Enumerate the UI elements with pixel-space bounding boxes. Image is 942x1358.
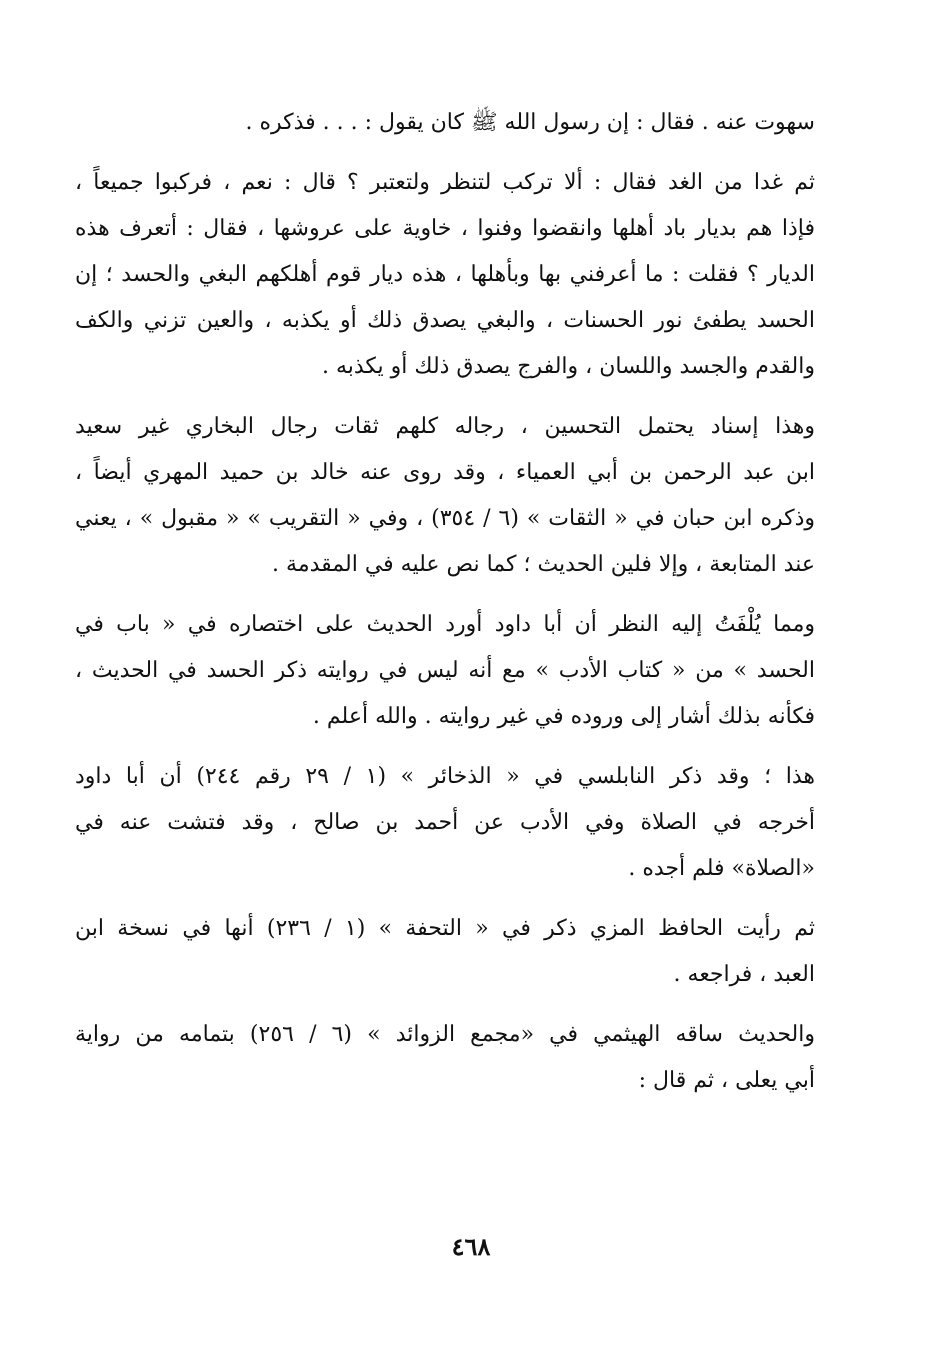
paragraph-3	[75, 404, 815, 588]
text-line: هذا ؛ وقد ذكر النابلسي في « الذخائر » (١ / ٢٩ رقم ٢٤٤) أن أبا داود	[75, 764, 815, 789]
text-line: ومما يُلْفَتُ إليه النظر أن أبا داود أورد الحديث على اختصاره في « باب في	[75, 612, 815, 637]
paragraph-7	[75, 1012, 815, 1104]
paragraph-5	[75, 754, 815, 892]
text-line: وهذا إسناد يحتمل التحسين ، رجاله كلهم ثقات رجال البخاري غير سعيد	[75, 414, 815, 439]
text-line: «الصلاة» فلم أجده .	[628, 856, 815, 881]
text-line: فإذا هم بديار باد أهلها وانقضوا وفنوا ، خاوية على عروشها ، فقال : أتعرف هذه	[75, 216, 815, 241]
paragraph-6	[75, 906, 815, 998]
text-line: أبي يعلى ، ثم قال :	[638, 1068, 815, 1093]
paragraph-2	[75, 160, 815, 390]
text-line: الحسد » من « كتاب الأدب » مع أنه ليس في روايته ذكر الحسد في الحديث ،	[75, 658, 815, 683]
page-number: ٤٦٨	[451, 1232, 491, 1261]
page-body	[75, 100, 815, 1104]
text-line: والقدم والجسد واللسان ، والفرج يصدق ذلك أو يكذبه .	[321, 354, 815, 379]
text-line: العبد ، فراجعه .	[673, 962, 815, 987]
text-line: ثم غدا من الغد فقال : ألا تركب لتنظر ولتعتبر ؟ قال : نعم ، فركبوا جميعاً ،	[75, 170, 815, 195]
text-line: والحديث ساقه الهيثمي في «مجمع الزوائد » (٦ / ٢٥٦) بتمامه من رواية	[75, 1022, 815, 1047]
text-line: الحسد يطفئ نور الحسنات ، والبغي يصدق ذلك أو يكذبه ، والعين تزني والكف	[75, 308, 815, 333]
text-line: سهوت عنه . فقال : إن رسول الله ﷺ كان يقول : . . . فذكره .	[245, 110, 815, 135]
text-line: ثم رأيت الحافظ المزي ذكر في « التحفة » (١ / ٢٣٦) أنها في نسخة ابن	[75, 916, 815, 941]
text-line: عند المتابعة ، وإلا فلين الحديث ؛ كما نص عليه في المقدمة .	[272, 552, 815, 577]
text-line: أخرجه في الصلاة وفي الأدب عن أحمد بن صالح ، وقد فتشت عنه في	[75, 810, 815, 835]
text-line: ابن عبد الرحمن بن أبي العمياء ، وقد روى عنه خالد بن حميد المهري أيضاً ،	[75, 460, 815, 485]
text-line: فكأنه بذلك أشار إلى وروده في غير روايته . والله أعلم .	[312, 704, 815, 729]
paragraph-1	[75, 100, 815, 146]
text-line: وذكره ابن حبان في « الثقات » (٦ / ٣٥٤) ، وفي « التقريب » « مقبول » ، يعني	[75, 506, 815, 531]
text-line: الديار ؟ فقلت : ما أعرفني بها وبأهلها ، هذه ديار قوم أهلكهم البغي والحسد ؛ إن	[75, 262, 815, 287]
paragraph-4	[75, 602, 815, 740]
